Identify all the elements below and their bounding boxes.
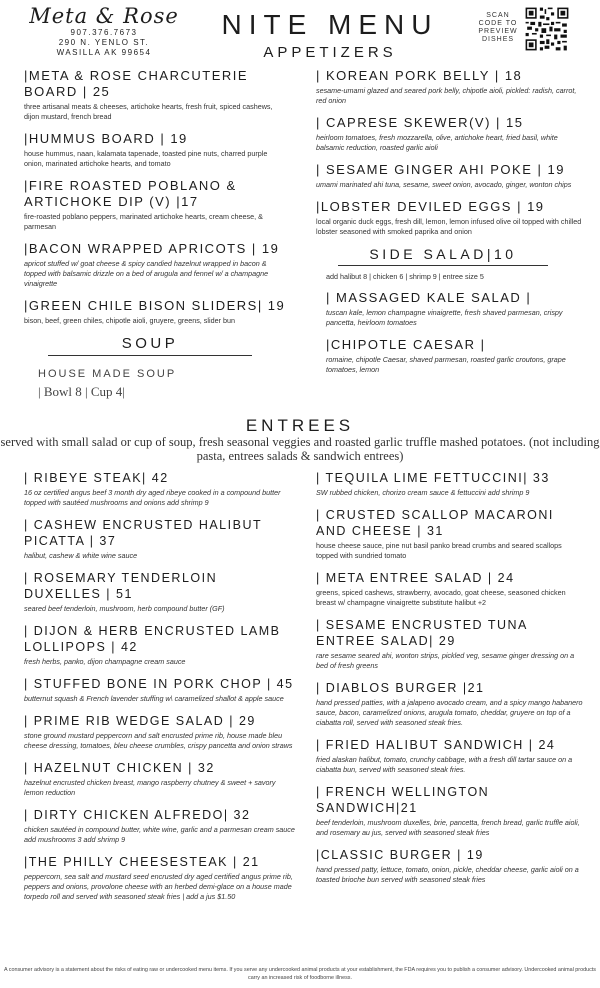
item-description: chicken sautéed in compound butter, white wine, garlic and a parmesan cream sauce add mushrooms 3 add shrimp 9 — [24, 825, 295, 844]
menu-item — [316, 115, 582, 153]
menu-item — [316, 570, 584, 608]
item-name: | SESAME GINGER AHI POKE | 19 — [316, 162, 565, 177]
menu-item — [24, 807, 296, 845]
phone-number: 907.376.7673 — [70, 28, 138, 37]
page-title: NITE MENU — [221, 9, 439, 40]
item-name: | DIJON & HERB ENCRUSTED LAMB LOLLIPOPS | 42 — [24, 624, 281, 654]
item-description: hand pressed patty, lettuce, tomato, onion, pickle, cheddar cheese, garlic aioli on a toasted brioche bun served with seasoned steak fries — [316, 865, 579, 884]
item-name: | MASSAGED KALE SALAD | — [326, 290, 532, 305]
menu-item — [316, 617, 584, 671]
menu-item — [24, 760, 296, 798]
item-name: | STUFFED BONE IN PORK CHOP | 45 — [24, 677, 294, 691]
item-description: halibut, cashew & white wine sauce — [24, 551, 138, 560]
side-salad-addons: add halibut 8 | chicken 6 | shrimp 9 | entree size 5 — [326, 272, 484, 281]
item-description: peppercorn, sea salt and mustard seed encrusted dry aged certified angus prime rib, peppers and onions, provolone cheese with an herbed demi-glace on a house made torpedo roll and served with seasoned steak fries | add a jus $1.50 — [24, 872, 293, 901]
item-description: local organic duck eggs, fresh dill, lemon, lemon infused olive oil topped with chilled lobster seasoned with smoked paprika and onion — [316, 217, 582, 236]
menu-item — [316, 847, 584, 885]
side-salad-heading: SIDE SALAD|10 — [338, 246, 548, 266]
menu-item — [24, 241, 286, 289]
menu-item — [316, 470, 584, 498]
item-name: |HUMMUS BOARD | 19 — [24, 131, 188, 146]
qr-code-icon[interactable] — [524, 6, 570, 52]
item-name: |GREEN CHILE BISON SLIDERS| 19 — [24, 298, 286, 313]
item-description: butternut squash & French lavender stuffing w\ caramelized shallot & apple sauce — [24, 694, 284, 703]
item-description: bison, beef, green chiles, chipotle aioli, gruyere, greens, slider bun — [24, 316, 235, 325]
item-description: hazelnut encrusted chicken breast, mango raspberry chutney & sweet + savory lemon reduction — [24, 778, 276, 797]
menu-item — [316, 68, 582, 106]
menu-item — [24, 713, 296, 751]
item-description: sesame-umami glazed and seared pork belly, chipotle aioli, pickled: radish, carrot, red onion — [316, 86, 577, 105]
item-description: hand pressed patties, with a jalapeno avocado cream, and a spicy mango habanero sauce, bacon, caramelized onions, arugula tomato, cheddar, gruyere on top of a ciabatta roll, served with seasoned steak fries. — [316, 698, 583, 727]
item-name: |BACON WRAPPED APRICOTS | 19 — [24, 241, 280, 256]
menu-item — [316, 737, 584, 775]
menu-item — [24, 131, 286, 169]
menu-item — [316, 162, 582, 190]
menu-item — [24, 676, 296, 704]
item-name: | HAZELNUT CHICKEN | 32 — [24, 761, 215, 775]
menu-item — [24, 470, 296, 508]
item-description: fried alaskan halibut, tomato, crunchy cabbage, with a fresh dill tartar sauce on a ciabatta bun, served with seasoned steak fries. — [316, 755, 573, 774]
item-name: | FRIED HALIBUT SANDWICH | 24 — [316, 738, 556, 752]
item-description: apricot stuffed w/ goat cheese & spicy candied hazelnut wrapped in bacon & topped with balsamic drizzle on a bed of arugula and fennel w/ a champagne vinaigrette — [24, 259, 269, 288]
consumer-advisory: A consumer advisory is a statement about the risks of eating raw or undercooked menu items. If you serve any undercooked animal products at your establishment, the FDA requires you to publish a consumer advisory. Undercooked animal products carry an increased risk of foodborne illness. — [4, 967, 596, 981]
item-description: house hummus, naan, kalamata tapenade, toasted pine nuts, charred purple onion, marinated artichoke hearts, and tomato — [24, 149, 268, 168]
item-name: | CASHEW ENCRUSTED HALIBUT PICATTA | 37 — [24, 518, 262, 548]
menu-item — [24, 178, 286, 232]
item-name: | DIRTY CHICKEN ALFREDO| 32 — [24, 808, 251, 822]
menu-item — [316, 507, 584, 561]
item-name: |CLASSIC BURGER | 19 — [316, 848, 484, 862]
item-name: |FIRE ROASTED POBLANO & ARTICHOKE DIP (V) |17 — [24, 178, 237, 209]
item-name: | CAPRESE SKEWER(V) | 15 — [316, 115, 524, 130]
item-name: | PRIME RIB WEDGE SALAD | 29 — [24, 714, 256, 728]
entrees-note: served with small salad or cup of soup, fresh seasonal veggies and roasted garlic truffle mashed potatoes. (not including pasta, entrees salads & sandwich entrees) — [0, 435, 600, 463]
item-description: fire-roasted poblano peppers, marinated artichoke hearts, cream cheese, & parmesan — [24, 212, 263, 231]
item-name: |LOBSTER DEVILED EGGS | 19 — [316, 199, 545, 214]
menu-item — [326, 337, 582, 375]
item-name: |META & ROSE CHARCUTERIE BOARD | 25 — [24, 68, 249, 99]
item-description: heirloom tomatoes, fresh mozzarella, olive, artichoke heart, fried basil, white balsamic reduction, roasted garlic aioli — [316, 133, 558, 152]
menu-item — [24, 68, 286, 122]
appetizers-heading: APPETIZERS — [263, 44, 397, 61]
item-name: | FRENCH WELLINGTON SANDWICH|21 — [316, 785, 490, 815]
item-description: 16 oz certified angus beef 3 month dry aged ribeye cooked in a compound butter topped with sautéed mushrooms and onions add shrimp 9 — [24, 488, 281, 507]
item-name: | DIABLOS BURGER |21 — [316, 681, 485, 695]
soup-heading: SOUP — [48, 335, 252, 356]
item-description: umami marinated ahi tuna, sesame, sweet onion, avocado, ginger, wonton chips — [316, 180, 572, 189]
item-description: fresh herbs, panko, dijon champagne cream sauce — [24, 657, 186, 666]
scan-code-text: SCAN CODE TO PREVIEW DISHES — [478, 12, 518, 43]
item-name: | META ENTREE SALAD | 24 — [316, 571, 515, 585]
entrees-heading: ENTREES — [245, 416, 355, 435]
soup-section — [24, 335, 286, 400]
item-name: | CRUSTED SCALLOP MACARONI AND CHEESE | 31 — [316, 508, 554, 538]
menu-item — [24, 298, 286, 326]
item-name: |CHIPOTLE CAESAR | — [326, 337, 486, 352]
item-description: rare sesame seared ahi, wonton strips, pickled veg, sesame ginger dressing on a bed of fresh greens — [316, 651, 575, 670]
item-description: stone ground mustard peppercorn and salt encrusted prime rib, house made bleu cheese dressing, tomatoes, bleu cheese crumbles, crispy pancetta and onion straws — [24, 731, 293, 750]
item-name: |THE PHILLY CHEESESTEAK | 21 — [24, 855, 260, 869]
street-address: 290 N. YENLO ST. — [58, 38, 150, 47]
menu-item — [326, 290, 582, 328]
entrees-right-column — [316, 470, 584, 894]
item-description: house cheese sauce, pine nut basil panko bread crumbs and seared scallops topped with sundried tomato — [316, 541, 562, 560]
brand-name: Meta & Rose — [29, 4, 179, 28]
menu-item — [316, 784, 584, 838]
item-description: greens, spiced cashews, strawberry, avocado, goat cheese, seasoned chicken breast w/ champagne vinaigrette substitute halibut +2 — [316, 588, 566, 607]
menu-item — [24, 570, 296, 614]
item-description: seared beef tenderloin, mushroom, herb compound butter (GF) — [24, 604, 225, 613]
menu-item — [316, 680, 584, 728]
item-name: | ROSEMARY TENDERLOIN DUXELLES | 51 — [24, 571, 218, 601]
menu-item — [24, 623, 296, 667]
item-name: | SESAME ENCRUSTED TUNA ENTREE SALAD| 29 — [316, 618, 528, 648]
item-name: | TEQUILA LIME FETTUCCINI| 33 — [316, 471, 550, 485]
appetizers-right-column — [316, 68, 582, 384]
soup-name: HOUSE MADE SOUP — [38, 368, 177, 380]
item-name: | KOREAN PORK BELLY | 18 — [316, 68, 523, 83]
item-description: SW rubbed chicken, chorizo cream sauce & fettuccini add shrimp 9 — [316, 488, 530, 497]
item-description: beef tenderloin, mushroom duxelles, brie, pancetta, french bread, garlic truffle aioli, and rosemary au jus, served with seasoned steak fries — [316, 818, 580, 837]
entrees-left-column — [24, 470, 296, 911]
soup-price: | Bowl 8 | Cup 4| — [38, 384, 125, 399]
item-description: three artisanal meats & cheeses, artichoke hearts, fresh fruit, spiced cashews, dijon mustard, french bread — [24, 102, 273, 121]
menu-item — [316, 199, 582, 237]
menu-item — [24, 517, 296, 561]
item-description: tuscan kale, lemon champagne vinaigrette, fresh shaved parmesan, crispy pancetta, heirloom tomatoes — [326, 308, 563, 327]
menu-item — [24, 854, 296, 902]
item-description: romaine, chipotle Caesar, shaved parmesan, roasted garlic croutons, grape tomatoes, lemon — [326, 355, 566, 374]
item-name: | RIBEYE STEAK| 42 — [24, 471, 169, 485]
restaurant-logo — [24, 4, 184, 58]
side-salad-section — [316, 246, 582, 375]
city-address: WASILLA AK 99654 — [56, 48, 152, 57]
appetizers-left-column — [24, 68, 286, 400]
